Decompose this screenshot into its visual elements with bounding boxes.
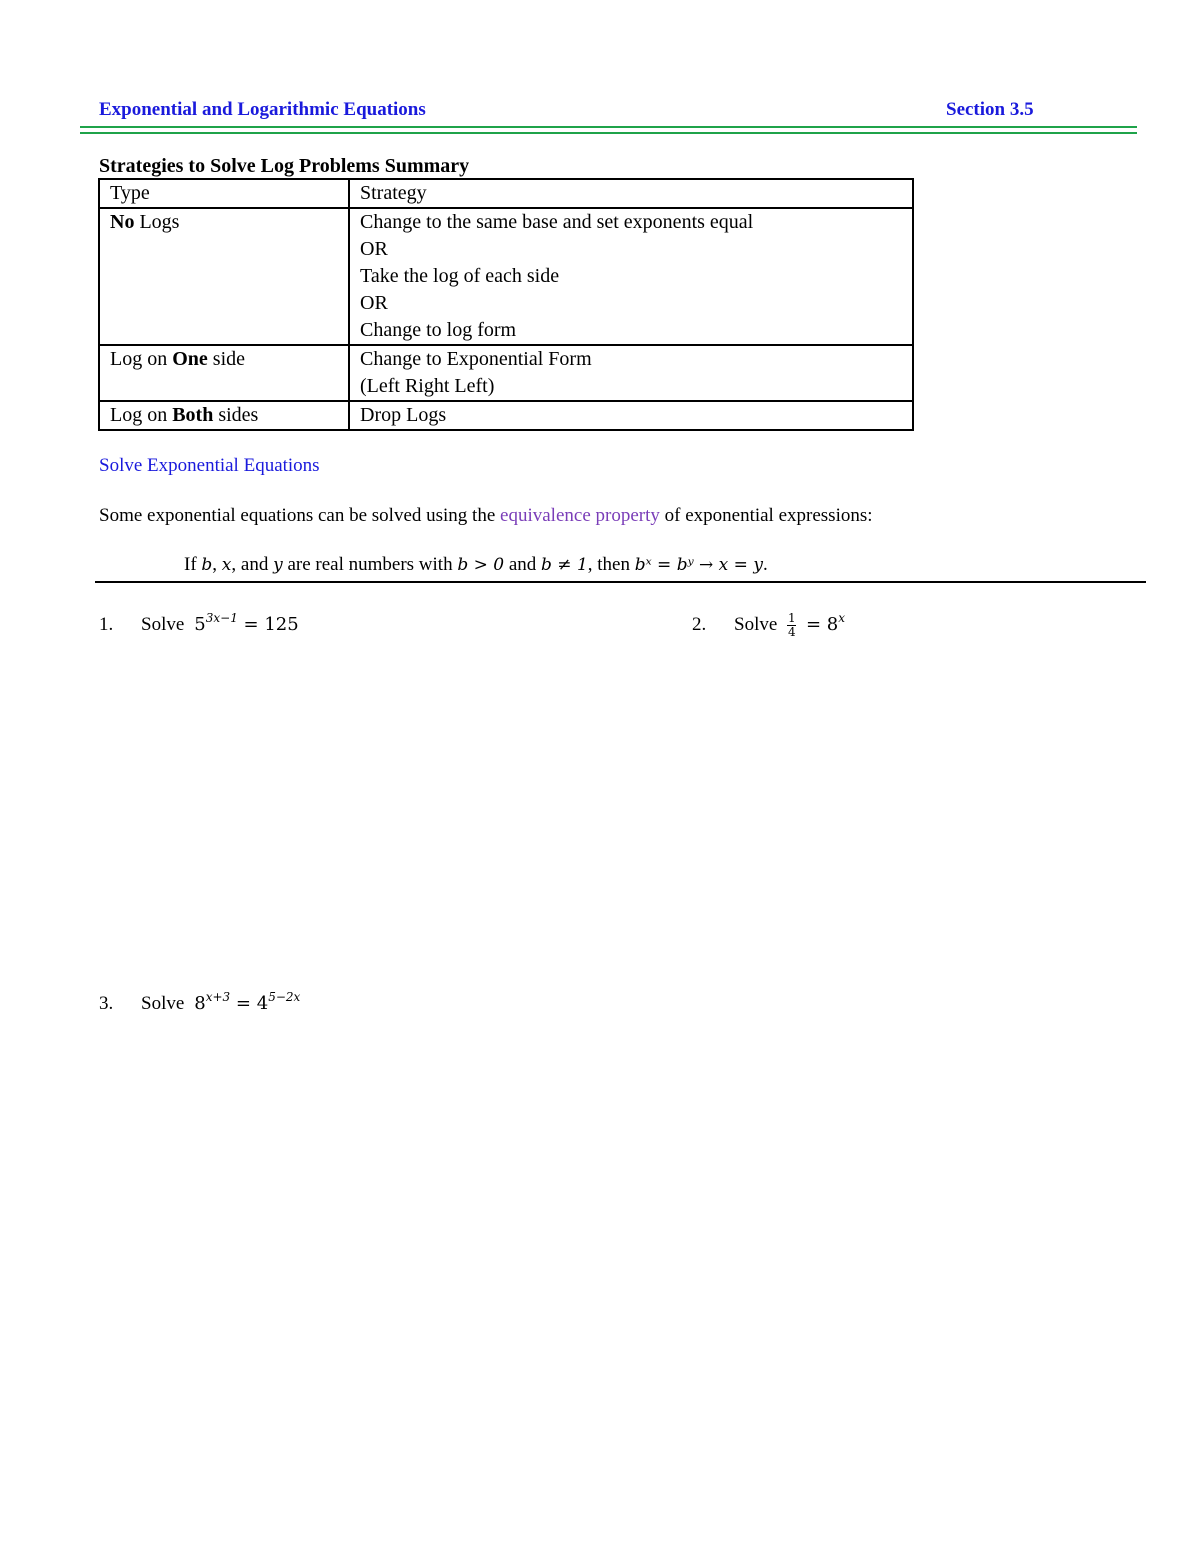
strategy-cell [349,401,913,430]
summary-title: Strategies to Solve Log Problems Summary [99,155,470,177]
property-text: , then [587,554,635,575]
property-text: and [504,554,542,575]
table-row [99,345,913,401]
strategy-line: Take the log of each side [360,265,560,287]
problem-number: 3. [99,993,114,1014]
equation-base: 8 [194,993,206,1014]
type-text: Log on [110,404,173,426]
strategy-line: Change to Exponential Form [360,348,592,370]
type-emphasis: No [110,211,135,233]
strategy-line: OR [360,238,388,260]
strategy-line: Drop Logs [360,404,447,426]
fraction [787,612,796,639]
problem-equation [787,610,846,639]
problem-number: 1. [99,614,114,635]
type-cell [99,401,349,430]
problem-instruction: Solve [141,614,185,635]
table-row [99,401,913,430]
equivalence-property-term: equivalence property [500,505,660,526]
header-rule-top [80,126,1137,128]
problem-2 [692,611,845,639]
divider-rule [95,581,1146,583]
property-text: If [184,554,202,575]
type-text: side [207,348,245,370]
section-number: Section 3.5 [946,99,1034,120]
math-rule: bˣ = bʸ → x = y [634,555,763,575]
problem-1 [99,611,299,636]
strategy-line: Change to the same base and set exponents equal [360,211,754,233]
intro-paragraph [99,505,873,527]
type-cell [99,208,349,345]
math-variable: b [201,555,213,575]
type-text: Logs [134,211,180,233]
property-text: , and [231,554,274,575]
intro-text: of exponential expressions: [659,505,873,526]
equation-rest: = 8 [800,614,839,635]
document-title: Exponential and Logarithmic Equations [99,99,426,120]
column-header-strategy: Strategy [349,179,913,208]
equation-exponent: 5−2x [268,990,301,1004]
equation-exponent: x+3 [205,990,231,1004]
header-rule-bottom [80,132,1137,134]
equation-rest: = 125 [237,614,299,635]
strategy-line: Change to log form [360,319,517,341]
intro-text: Some exponential equations can be solved using the [99,505,501,526]
type-text: sides [213,404,259,426]
fraction-numerator: 1 [787,610,796,625]
equation-exponent: x [838,611,846,625]
column-header-type: Type [99,179,349,208]
problem-instruction: Solve [734,614,778,635]
type-emphasis: One [172,348,208,370]
fraction-denominator: 4 [787,624,796,639]
property-text: , [212,554,222,575]
strategy-line: OR [360,292,388,314]
problem-equation [194,990,301,1014]
strategy-line: (Left Right Left) [360,375,495,397]
equation-base: 5 [194,614,206,635]
property-text: are real numbers with [282,554,458,575]
table-row [99,208,913,345]
type-text: Log on [110,348,173,370]
type-emphasis: Both [172,404,214,426]
table-header-row [99,179,913,208]
math-condition: b > 0 [457,555,505,575]
problem-number: 2. [692,614,707,635]
strategies-table [98,178,914,431]
problem-instruction: Solve [141,993,185,1014]
strategy-cell [349,208,913,345]
section-heading: Solve Exponential Equations [99,455,320,476]
equation-rest: = 4 [230,993,269,1014]
problem-3 [99,990,300,1015]
math-variable: y [273,555,283,575]
property-text: . [762,554,768,575]
type-cell [99,345,349,401]
equation-exponent: 3x−1 [205,611,238,625]
equivalence-property-statement [184,554,768,576]
strategy-cell [349,345,913,401]
problem-equation [194,611,299,635]
math-variable: x [221,555,232,575]
math-condition: b ≠ 1 [541,555,588,575]
